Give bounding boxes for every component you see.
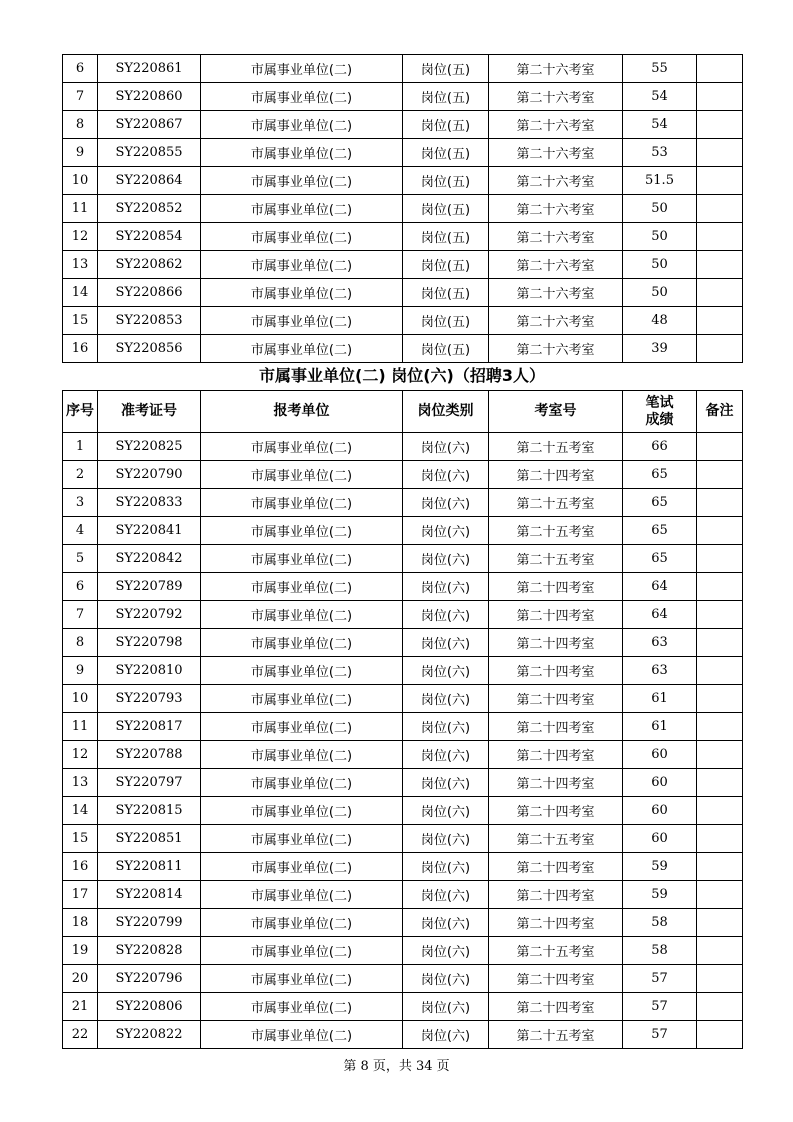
results-table-post-5-continued [62,54,743,363]
cell-exam-room: 第二十四考室 [489,769,623,797]
page-footer: 第 8 页，共 34 页 [343,1059,450,1074]
cell-post-category: 岗位(六) [403,741,489,769]
cell-remarks [697,657,743,685]
header-remarks: 备注 [697,391,743,433]
cell-exam-room: 第二十四考室 [489,881,623,909]
cell-exam-room: 第二十六考室 [489,223,623,251]
table-row [63,139,743,167]
cell-post-category: 岗位(六) [403,713,489,741]
cell-post-category: 岗位(六) [403,825,489,853]
cell-post-category: 岗位(六) [403,685,489,713]
cell-applied-unit: 市属事业单位(二) [201,139,403,167]
cell-applied-unit: 市属事业单位(二) [201,629,403,657]
cell-exam-ticket-number: SY220853 [98,307,201,335]
cell-post-category: 岗位(六) [403,769,489,797]
cell-applied-unit: 市属事业单位(二) [201,461,403,489]
cell-serial-number: 10 [63,167,98,195]
cell-post-category: 岗位(五) [403,335,489,363]
cell-post-category: 岗位(五) [403,55,489,83]
cell-serial-number: 16 [63,335,98,363]
cell-applied-unit: 市属事业单位(二) [201,517,403,545]
cell-serial-number: 7 [63,601,98,629]
cell-applied-unit: 市属事业单位(二) [201,279,403,307]
cell-written-score: 60 [623,825,697,853]
cell-exam-ticket-number: SY220867 [98,111,201,139]
cell-written-score: 54 [623,83,697,111]
cell-applied-unit: 市属事业单位(二) [201,685,403,713]
table-row [63,545,743,573]
cell-applied-unit: 市属事业单位(二) [201,83,403,111]
cell-exam-room: 第二十四考室 [489,573,623,601]
cell-exam-ticket-number: SY220856 [98,335,201,363]
table-row [63,937,743,965]
cell-serial-number: 7 [63,83,98,111]
cell-remarks [697,881,743,909]
cell-exam-ticket-number: SY220841 [98,517,201,545]
cell-serial-number: 14 [63,797,98,825]
cell-post-category: 岗位(六) [403,433,489,461]
cell-applied-unit: 市属事业单位(二) [201,111,403,139]
table-row [63,461,743,489]
cell-exam-ticket-number: SY220860 [98,83,201,111]
cell-serial-number: 11 [63,195,98,223]
cell-exam-ticket-number: SY220861 [98,55,201,83]
cell-written-score: 58 [623,937,697,965]
cell-exam-room: 第二十六考室 [489,83,623,111]
cell-exam-ticket-number: SY220817 [98,713,201,741]
header-serial-number: 序号 [63,391,98,433]
table-row [63,825,743,853]
cell-post-category: 岗位(六) [403,881,489,909]
cell-applied-unit: 市属事业单位(二) [201,657,403,685]
cell-post-category: 岗位(六) [403,489,489,517]
cell-exam-room: 第二十六考室 [489,307,623,335]
header-written-score-line2: 成绩 [645,411,674,428]
cell-post-category: 岗位(五) [403,167,489,195]
cell-exam-ticket-number: SY220814 [98,881,201,909]
cell-remarks [697,489,743,517]
cell-serial-number: 21 [63,993,98,1021]
cell-remarks [697,139,743,167]
cell-applied-unit: 市属事业单位(二) [201,223,403,251]
cell-exam-ticket-number: SY220796 [98,965,201,993]
table-header-row [63,391,743,433]
cell-exam-ticket-number: SY220811 [98,853,201,881]
cell-exam-ticket-number: SY220866 [98,279,201,307]
cell-applied-unit: 市属事业单位(二) [201,713,403,741]
results-table-post-6 [62,390,743,1049]
cell-exam-ticket-number: SY220810 [98,657,201,685]
cell-exam-room: 第二十五考室 [489,517,623,545]
cell-remarks [697,685,743,713]
cell-serial-number: 6 [63,55,98,83]
cell-written-score: 65 [623,461,697,489]
cell-exam-ticket-number: SY220793 [98,685,201,713]
table-row [63,195,743,223]
cell-written-score: 64 [623,601,697,629]
cell-remarks [697,167,743,195]
table-row [63,685,743,713]
cell-remarks [697,517,743,545]
cell-post-category: 岗位(六) [403,517,489,545]
cell-post-category: 岗位(五) [403,83,489,111]
table-row [63,433,743,461]
section-title: 市属事业单位(二) 岗位(六)（招聘3人） [259,366,545,385]
cell-remarks [697,853,743,881]
cell-remarks [697,279,743,307]
cell-remarks [697,335,743,363]
cell-applied-unit: 市属事业单位(二) [201,251,403,279]
cell-exam-ticket-number: SY220806 [98,993,201,1021]
cell-written-score: 63 [623,657,697,685]
cell-written-score: 60 [623,741,697,769]
cell-exam-ticket-number: SY220790 [98,461,201,489]
cell-remarks [697,797,743,825]
cell-written-score: 66 [623,433,697,461]
table-row [63,167,743,195]
cell-written-score: 60 [623,797,697,825]
cell-serial-number: 19 [63,937,98,965]
table-row [63,853,743,881]
cell-serial-number: 15 [63,825,98,853]
cell-applied-unit: 市属事业单位(二) [201,167,403,195]
cell-serial-number: 5 [63,545,98,573]
cell-written-score: 50 [623,195,697,223]
cell-post-category: 岗位(六) [403,545,489,573]
cell-post-category: 岗位(六) [403,937,489,965]
table-row [63,629,743,657]
cell-written-score: 59 [623,853,697,881]
table-row [63,909,743,937]
cell-written-score: 60 [623,769,697,797]
cell-exam-ticket-number: SY220862 [98,251,201,279]
cell-post-category: 岗位(六) [403,965,489,993]
cell-exam-ticket-number: SY220822 [98,1021,201,1049]
cell-exam-ticket-number: SY220798 [98,629,201,657]
cell-serial-number: 3 [63,489,98,517]
cell-written-score: 59 [623,881,697,909]
cell-post-category: 岗位(六) [403,629,489,657]
cell-exam-ticket-number: SY220825 [98,433,201,461]
cell-written-score: 51.5 [623,167,697,195]
table-row [63,307,743,335]
cell-exam-room: 第二十五考室 [489,1021,623,1049]
cell-serial-number: 18 [63,909,98,937]
table-row [63,1021,743,1049]
cell-exam-ticket-number: SY220788 [98,741,201,769]
cell-post-category: 岗位(六) [403,601,489,629]
table-row [63,657,743,685]
cell-applied-unit: 市属事业单位(二) [201,881,403,909]
cell-remarks [697,629,743,657]
cell-written-score: 50 [623,223,697,251]
cell-applied-unit: 市属事业单位(二) [201,937,403,965]
cell-exam-room: 第二十六考室 [489,139,623,167]
cell-written-score: 61 [623,713,697,741]
cell-serial-number: 6 [63,573,98,601]
cell-written-score: 65 [623,545,697,573]
table-row [63,279,743,307]
cell-exam-room: 第二十四考室 [489,909,623,937]
cell-exam-ticket-number: SY220852 [98,195,201,223]
cell-remarks [697,545,743,573]
cell-remarks [697,433,743,461]
cell-applied-unit: 市属事业单位(二) [201,307,403,335]
cell-exam-ticket-number: SY220815 [98,797,201,825]
cell-post-category: 岗位(五) [403,111,489,139]
cell-applied-unit: 市属事业单位(二) [201,573,403,601]
cell-applied-unit: 市属事业单位(二) [201,965,403,993]
cell-exam-room: 第二十四考室 [489,601,623,629]
cell-serial-number: 12 [63,223,98,251]
cell-exam-room: 第二十五考室 [489,825,623,853]
cell-written-score: 50 [623,251,697,279]
cell-serial-number: 8 [63,629,98,657]
table-row [63,111,743,139]
cell-serial-number: 16 [63,853,98,881]
cell-exam-room: 第二十四考室 [489,629,623,657]
table-row [63,741,743,769]
table-row [63,881,743,909]
cell-exam-room: 第二十五考室 [489,937,623,965]
cell-exam-room: 第二十四考室 [489,741,623,769]
table-row [63,489,743,517]
cell-applied-unit: 市属事业单位(二) [201,601,403,629]
cell-post-category: 岗位(五) [403,195,489,223]
cell-post-category: 岗位(六) [403,797,489,825]
cell-exam-ticket-number: SY220789 [98,573,201,601]
cell-exam-room: 第二十四考室 [489,657,623,685]
header-exam-room: 考室号 [489,391,623,433]
results-table-body [63,55,743,363]
cell-exam-ticket-number: SY220828 [98,937,201,965]
cell-applied-unit: 市属事业单位(二) [201,195,403,223]
cell-remarks [697,601,743,629]
table-row [63,993,743,1021]
cell-exam-ticket-number: SY220854 [98,223,201,251]
cell-written-score: 65 [623,517,697,545]
cell-post-category: 岗位(六) [403,573,489,601]
cell-serial-number: 11 [63,713,98,741]
cell-written-score: 61 [623,685,697,713]
cell-exam-ticket-number: SY220855 [98,139,201,167]
cell-remarks [697,111,743,139]
cell-post-category: 岗位(五) [403,139,489,167]
cell-applied-unit: 市属事业单位(二) [201,993,403,1021]
cell-exam-room: 第二十四考室 [489,461,623,489]
cell-exam-room: 第二十六考室 [489,195,623,223]
cell-serial-number: 1 [63,433,98,461]
cell-serial-number: 4 [63,517,98,545]
cell-remarks [697,713,743,741]
cell-exam-room: 第二十四考室 [489,685,623,713]
cell-post-category: 岗位(六) [403,993,489,1021]
table-row [63,251,743,279]
table-row [63,335,743,363]
cell-written-score: 57 [623,993,697,1021]
cell-exam-room: 第二十六考室 [489,55,623,83]
cell-remarks [697,83,743,111]
cell-applied-unit: 市属事业单位(二) [201,1021,403,1049]
cell-post-category: 岗位(六) [403,853,489,881]
cell-serial-number: 10 [63,685,98,713]
cell-exam-room: 第二十五考室 [489,545,623,573]
cell-exam-room: 第二十六考室 [489,167,623,195]
cell-serial-number: 13 [63,251,98,279]
cell-exam-room: 第二十六考室 [489,111,623,139]
cell-post-category: 岗位(五) [403,223,489,251]
cell-remarks [697,965,743,993]
cell-exam-ticket-number: SY220842 [98,545,201,573]
cell-written-score: 57 [623,1021,697,1049]
table-row [63,769,743,797]
cell-applied-unit: 市属事业单位(二) [201,545,403,573]
cell-applied-unit: 市属事业单位(二) [201,55,403,83]
cell-exam-room: 第二十五考室 [489,489,623,517]
cell-written-score: 64 [623,573,697,601]
table-row [63,55,743,83]
cell-exam-ticket-number: SY220797 [98,769,201,797]
table-row [63,517,743,545]
cell-serial-number: 12 [63,741,98,769]
cell-exam-room: 第二十六考室 [489,279,623,307]
cell-serial-number: 20 [63,965,98,993]
cell-exam-room: 第二十六考室 [489,335,623,363]
cell-remarks [697,993,743,1021]
cell-exam-room: 第二十五考室 [489,433,623,461]
cell-post-category: 岗位(六) [403,461,489,489]
cell-post-category: 岗位(六) [403,657,489,685]
cell-remarks [697,55,743,83]
cell-serial-number: 8 [63,111,98,139]
cell-remarks [697,1021,743,1049]
cell-exam-ticket-number: SY220864 [98,167,201,195]
cell-written-score: 54 [623,111,697,139]
cell-serial-number: 17 [63,881,98,909]
cell-remarks [697,769,743,797]
results-table-body [63,433,743,1049]
cell-exam-room: 第二十四考室 [489,965,623,993]
cell-applied-unit: 市属事业单位(二) [201,825,403,853]
cell-serial-number: 9 [63,657,98,685]
cell-exam-ticket-number: SY220833 [98,489,201,517]
cell-written-score: 50 [623,279,697,307]
cell-exam-room: 第二十四考室 [489,713,623,741]
table-row [63,601,743,629]
header-written-score [623,391,697,433]
cell-applied-unit: 市属事业单位(二) [201,335,403,363]
table-row [63,223,743,251]
cell-applied-unit: 市属事业单位(二) [201,797,403,825]
table-row [63,797,743,825]
cell-post-category: 岗位(五) [403,279,489,307]
table-row [63,713,743,741]
cell-remarks [697,461,743,489]
cell-serial-number: 9 [63,139,98,167]
cell-written-score: 58 [623,909,697,937]
cell-exam-ticket-number: SY220792 [98,601,201,629]
cell-remarks [697,937,743,965]
cell-written-score: 55 [623,55,697,83]
cell-post-category: 岗位(六) [403,1021,489,1049]
cell-written-score: 63 [623,629,697,657]
cell-exam-room: 第二十四考室 [489,797,623,825]
table-row [63,573,743,601]
cell-exam-ticket-number: SY220851 [98,825,201,853]
cell-applied-unit: 市属事业单位(二) [201,853,403,881]
header-applied-unit: 报考单位 [201,391,403,433]
cell-post-category: 岗位(五) [403,251,489,279]
cell-applied-unit: 市属事业单位(二) [201,909,403,937]
cell-exam-ticket-number: SY220799 [98,909,201,937]
cell-written-score: 53 [623,139,697,167]
cell-post-category: 岗位(六) [403,909,489,937]
cell-serial-number: 2 [63,461,98,489]
cell-remarks [697,573,743,601]
cell-remarks [697,251,743,279]
cell-remarks [697,909,743,937]
cell-exam-room: 第二十四考室 [489,993,623,1021]
cell-remarks [697,307,743,335]
cell-applied-unit: 市属事业单位(二) [201,489,403,517]
header-exam-ticket-number: 准考证号 [98,391,201,433]
table-row [63,83,743,111]
cell-written-score: 48 [623,307,697,335]
cell-serial-number: 14 [63,279,98,307]
cell-written-score: 39 [623,335,697,363]
cell-post-category: 岗位(五) [403,307,489,335]
cell-exam-room: 第二十四考室 [489,853,623,881]
table-row [63,965,743,993]
cell-applied-unit: 市属事业单位(二) [201,741,403,769]
cell-applied-unit: 市属事业单位(二) [201,433,403,461]
cell-remarks [697,741,743,769]
cell-remarks [697,825,743,853]
cell-written-score: 65 [623,489,697,517]
cell-written-score: 57 [623,965,697,993]
cell-exam-room: 第二十六考室 [489,251,623,279]
cell-serial-number: 15 [63,307,98,335]
header-written-score-line1: 笔试 [645,394,674,411]
cell-serial-number: 13 [63,769,98,797]
header-post-category: 岗位类别 [403,391,489,433]
cell-remarks [697,195,743,223]
cell-serial-number: 22 [63,1021,98,1049]
cell-remarks [697,223,743,251]
cell-applied-unit: 市属事业单位(二) [201,769,403,797]
